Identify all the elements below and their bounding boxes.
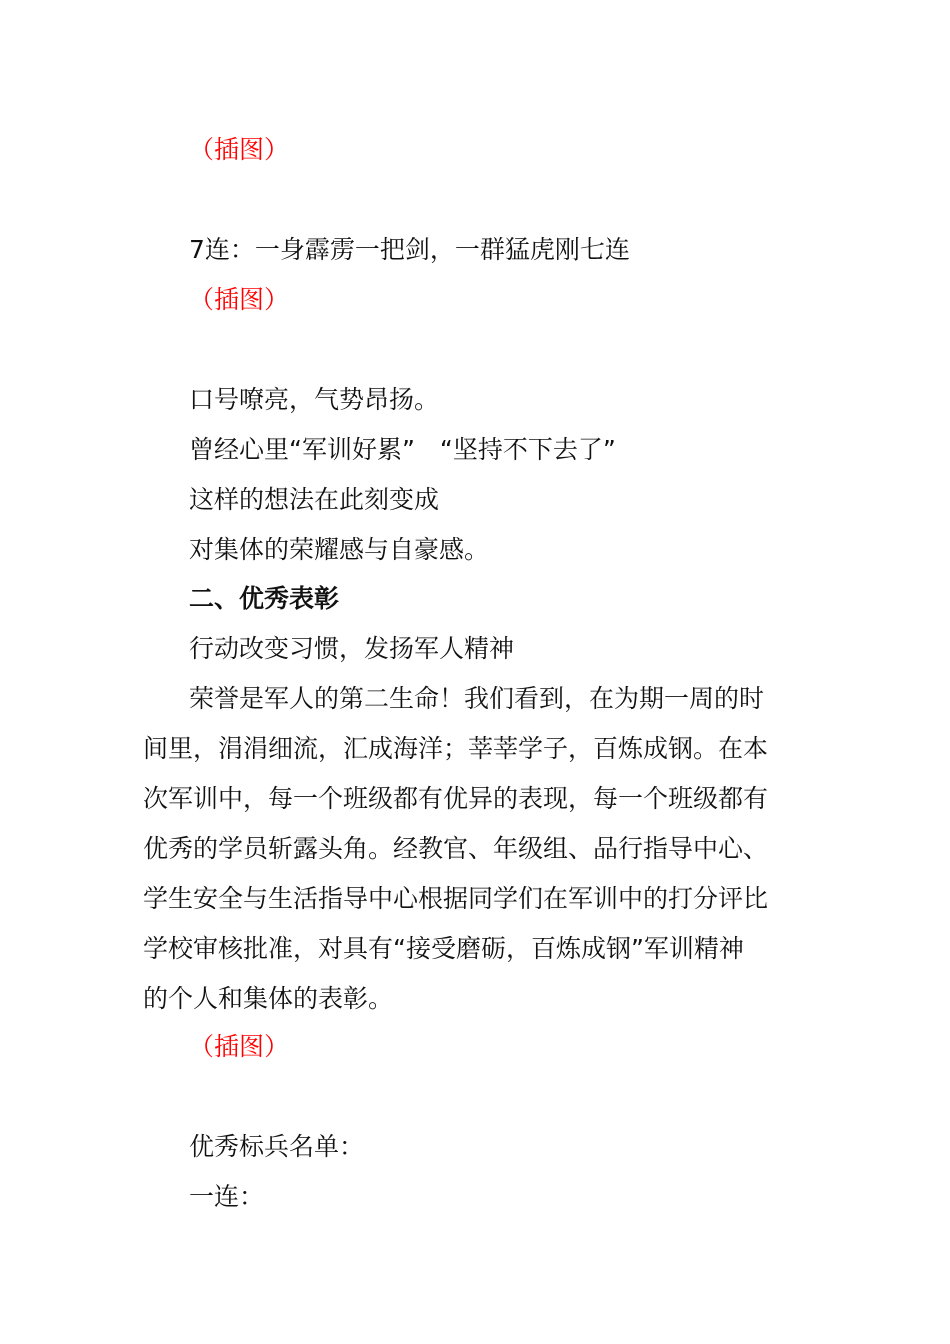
paragraph-line: 的个人和集体的表彰。 [143,984,394,1013]
illustration-placeholder: （插图） [189,285,290,314]
illustration-placeholder: （插图） [189,1032,290,1061]
verse-line: 这样的想法在此刻变成 [189,485,440,514]
illustration-placeholder: （插图） [189,135,290,164]
verse-line: 口号嘹亮，气势昂扬。 [189,385,440,414]
section-subtitle: 行动改变习惯，发扬军人精神 [189,634,515,663]
verse-line: 对集体的荣耀感与自豪感。 [189,535,490,564]
paragraph-line: 荣誉是军人的第二生命！我们看到，在为期一周的时 [189,684,765,713]
paragraph-line: 间里，涓涓细流，汇成海洋；莘莘学子，百炼成钢。在本 [143,734,769,763]
section-heading: 二、优秀表彰 [189,584,340,613]
paragraph-line: 优秀的学员斩露头角。经教官、年级组、品行指导中心、 [143,834,769,863]
honor-list-title: 优秀标兵名单： [189,1132,365,1161]
company-7-caption: 7连：一身霹雳一把剑，一群猛虎刚七连 [189,235,630,264]
company-1-label: 一连： [189,1182,265,1211]
paragraph-line: 学校审核批准，对具有“接受磨砺，百炼成钢”军训精神 [143,934,744,963]
verse-line: 曾经心里“军训好累” “坚持不下去了” [189,435,616,464]
paragraph-line: 学生安全与生活指导中心根据同学们在军训中的打分评比 [143,884,769,913]
paragraph-line: 次军训中，每一个班级都有优异的表现，每一个班级都有 [143,784,769,813]
